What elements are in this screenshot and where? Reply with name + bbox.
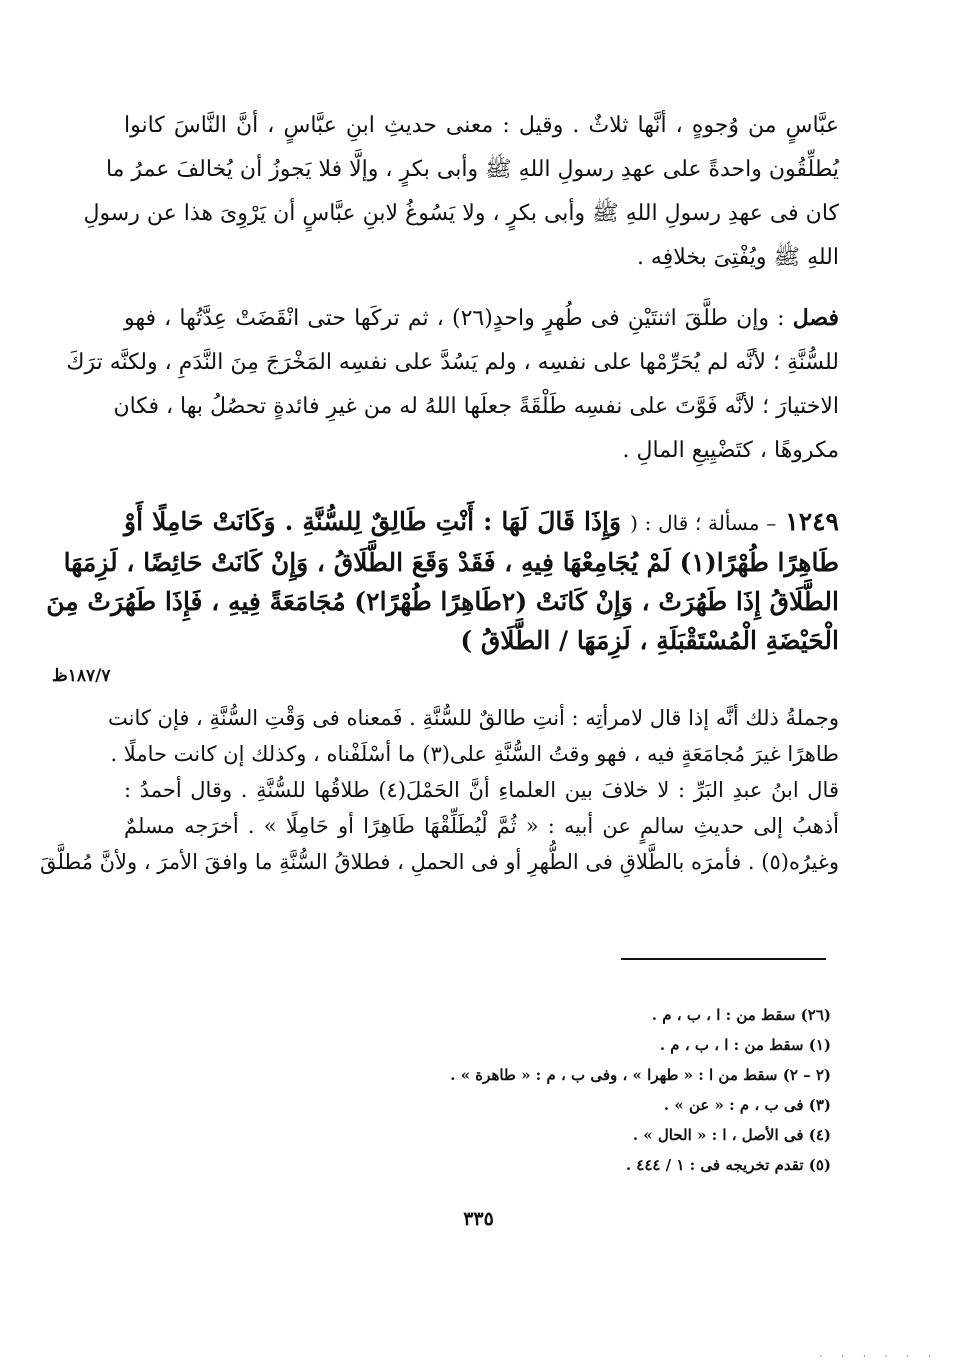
footnote-divider <box>621 958 826 960</box>
text-line: عبَّاسٍ من وُجوهٍ ، أنَّها ثلاثٌ . وقيل : معنى حديثِ ابنِ عبَّاسٍ ، أنَّ النَّاسَ كانوا <box>124 113 839 138</box>
page-number: ٣٣٥ <box>463 1208 494 1230</box>
text-line: طاهرًا غيرَ مُجامَعَةٍ فيه ، فهو وقتُ السُّنَّةِ على(٣) ما أسْلَفْناه ، وكذلك إن كانت حاملًا . <box>110 742 839 766</box>
scan-edge-marks: · · · · · · <box>819 1352 939 1362</box>
text-line: الْحَيْضَةِ الْمُسْتَقْبَلَةِ ، لَزِمَهَا / الطَّلَاقُ ) <box>460 626 839 655</box>
text-fragment: وَإِذَا قَالَ لَهَا : أَنْتِ طَالِقٌ لِلسُّنَّةِ . وَكَانَتْ حَامِلًا أَوْ <box>124 507 622 536</box>
masala-number: ١٢٤٩ <box>785 507 839 536</box>
text-line: اللهِ ﷺ ويُفْتِىَ بخلافِه . <box>636 245 839 270</box>
footnote: (٢ – ٢) سقط من ا : « طهرا » ، وفى ب ، م : « طاهرة » . <box>450 1066 831 1084</box>
text-line <box>124 502 839 543</box>
text-line: أذهبُ إلى حديثِ سالمٍ عن أبيه : « ثُمَّ لْيُطَلِّقْهَا طَاهِرًا أو حَامِلًا » . أخرَجه مسلمٌ <box>124 814 839 838</box>
footnote: (١) سقط من : ا ، ب ، م . <box>659 1036 831 1054</box>
footnotes <box>231 1000 831 1180</box>
footnote: (٢٦) سقط من : ا ، ب ، م . <box>651 1006 831 1024</box>
text-line: طَاهِرًا طُهْرًا(١) لَمْ يُجَامِعْهَا فِيهِ ، فَقَدْ وَقَعَ الطَّلَاقُ ، وَإِنْ كَانَتْ حَائِضًا ، لَزِمَهَا <box>63 548 839 577</box>
section-heading: فصل <box>792 305 839 331</box>
text-line: مكروهًا ، كتَضْيِيعِ المالِ . <box>622 438 839 463</box>
text-line: كان فى عهدِ رسولِ اللهِ ﷺ وأبى بكرٍ ، ولا يَسُوغُ لابنِ عبَّاسٍ أن يَرْوِىَ هذا عن رسولِ <box>83 201 839 226</box>
text-line: وجملةُ ذلك أنَّه إذا قال لامرأتِه : أنتِ طالقٌ للسُّنَّةِ . فَمعناه فى وَقْتِ السُّنَّةِ ، فإن كانت <box>107 706 839 730</box>
masala-intro: – مسألة ؛ قال : ( <box>630 511 777 535</box>
footnote: (٣) فى ب ، م : « عن » . <box>663 1096 831 1114</box>
text-line: للسُّنَّةِ ؛ لأنَّه لم يُحَرِّمْها على نفسِه ، ولم يَسُدَّ على نفسِه المَخْرَجَ مِنَ النَّدَمِ ، ولكنَّه ترَكَ <box>66 350 839 375</box>
text-line: قال ابنُ عبدِ البَرِّ : لا خلافَ بين العلماءِ أنَّ الحَمْلَ(٤) طلاقُها للسُّنَّةِ . وقال أحمدُ : <box>124 778 839 802</box>
masala-matn <box>46 502 839 660</box>
paragraph-commentary <box>40 700 839 880</box>
paragraph-hadith-discussion <box>83 104 839 280</box>
text-line: الطَّلَاقُ إِذَا طَهُرَتْ ، وَإِنْ كَانَتْ (٢طَاهِرًا طُهْرًا٢) مُجَامَعَةً فِيهِ ، فَإِذَا طَهُرَتْ مِنَ <box>46 587 839 616</box>
text-line: يُطلِّقُون واحدةً على عهدِ رسولِ اللهِ ﷺ وأبى بكرٍ ، وإلَّا فلا يَجوزُ أن يُخالفَ عمرُ ما <box>105 157 839 182</box>
footnote: (٥) تقدم تخريجه فى : ١ / ٤٤٤ . <box>625 1156 831 1174</box>
paragraph-fasl <box>66 296 839 473</box>
text-line: وغيرُه(٥) . فأمرَه بالطَّلاقِ فى الطُّهرِ أو فى الحملِ ، فطلاقُ السُّنَّةِ ما وافقَ الأمرَ ، ولأنَّ مُطلَّقَ <box>40 850 839 874</box>
footnote: (٤) فى الأصل ، ا : « الحال » . <box>632 1126 831 1144</box>
text-line <box>124 296 839 341</box>
text-fragment: : وإن طلَّقَ اثنتَيْنِ فى طُهرٍ واحدٍ(٢٦) ، ثم تركَها حتى انْقَضَتْ عِدَّتُها ، فهو <box>124 306 785 331</box>
manuscript-margin-note: ١٨٧/٧ظ <box>52 666 111 686</box>
text-line: الاختيارَ ؛ لأنَّه فَوَّتَ على نفسِه طَلْقَةً جعلَها اللهُ له من غيرِ فائدةٍ تحصُلُ بها ، فكان <box>113 394 839 419</box>
